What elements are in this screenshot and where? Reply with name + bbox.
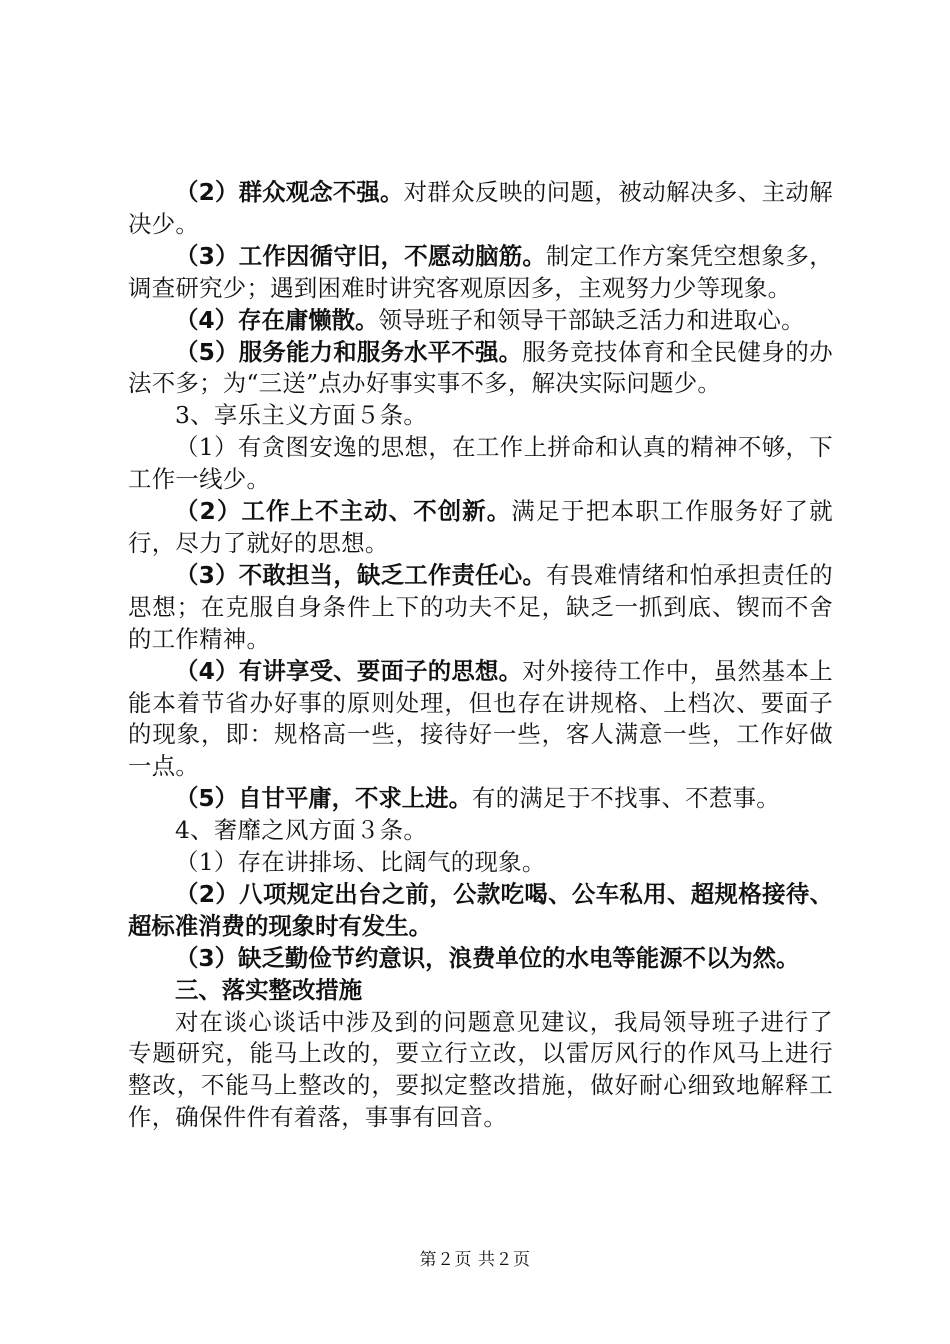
paragraph	[128, 656, 833, 784]
section-heading	[128, 815, 833, 847]
paragraph-text: （1）存在讲排场、比阔气的现象。	[175, 848, 546, 877]
bold-lead: （2）八项规定出台之前，公款吃喝、公车私用、超规格接待、超标准消费的现象时有发生。	[128, 879, 833, 940]
bold-lead: （3）工作因循守旧，不愿动脑筋。	[175, 241, 547, 270]
paragraph	[128, 337, 833, 401]
paragraph	[128, 783, 833, 815]
paragraph-text: 有畏难情绪和怕承担责任的思想；在克服自身条件上下的功夫不足，缺乏一抓到底、锲而不舍的工作精神。	[128, 560, 833, 653]
paragraph	[128, 560, 833, 656]
bold-lead: （4）有讲享受、要面子的思想。	[175, 656, 523, 685]
bold-lead: （3）不敢担当，缺乏工作责任心。	[175, 560, 547, 589]
bold-lead: 三、落实整改措施	[175, 975, 363, 1004]
bold-lead: （2）群众观念不强。	[175, 178, 404, 206]
paragraph	[128, 177, 833, 241]
bold-lead: （3）缺乏勤俭节约意识，浪费单位的水电等能源不以为然。	[175, 943, 800, 972]
paragraph-text: 领导班子和领导干部缺乏活力和进取心。	[378, 305, 805, 334]
paragraph-text: 制定工作方案凭空想象多，调查研究少；遇到困难时讲究客观原因多，主观努力少等现象。	[128, 241, 833, 302]
paragraph	[128, 432, 833, 496]
paragraph	[128, 305, 833, 337]
section-heading	[128, 400, 833, 432]
paragraph	[128, 943, 833, 975]
document-body	[128, 177, 833, 1134]
paragraph-text: 4、奢靡之风方面３条。	[175, 816, 428, 845]
paragraph-text: 对在谈心谈话中涉及到的问题意见建议，我局领导班子进行了专题研究，能马上改的，要立行立改，以雷厉风行的作风马上进行整改，不能马上整改的，要拟定整改措施，做好耐心细致地解释工作，确保件件有着落，事事有回音。	[128, 1007, 833, 1132]
paragraph-text: 满足于把本职工作服务好了就行，尽力了就好的思想。	[128, 497, 833, 557]
paragraph-text: 对群众反映的问题，被动解决多、主动解决少。	[128, 178, 833, 238]
bold-lead: （5）服务能力和服务水平不强。	[175, 337, 523, 366]
paragraph	[128, 847, 833, 879]
paragraph-text: 服务竞技体育和全民健身的办法不多；为“三送”点办好事实事不多，解决实际问题少。	[128, 337, 833, 398]
paragraph-text: 3、享乐主义方面５条。	[175, 401, 428, 430]
paragraph-text: 有的满足于不找事、不惹事。	[471, 784, 780, 813]
section-heading	[128, 975, 833, 1007]
page-footer: 第２页 共２页	[419, 1250, 531, 1270]
bold-lead: （5）自甘平庸，不求上进。	[175, 784, 472, 813]
paragraph-text: 对外接待工作中，虽然基本上能本着节省办好事的原则处理，但也存在讲规格、上档次、要面子的现象，即：规格高一些，接待好一些，客人满意一些，工作好做一点。	[128, 656, 833, 781]
bold-lead: （2）工作上不主动、不创新。	[175, 497, 512, 526]
paragraph	[128, 496, 833, 560]
bold-lead: （4）存在庸懒散。	[175, 305, 379, 334]
paragraph	[128, 241, 833, 305]
paragraph	[128, 879, 833, 943]
paragraph	[128, 1007, 833, 1135]
paragraph-text: （1）有贪图安逸的思想，在工作上拼命和认真的精神不够，下工作一线少。	[128, 433, 833, 494]
